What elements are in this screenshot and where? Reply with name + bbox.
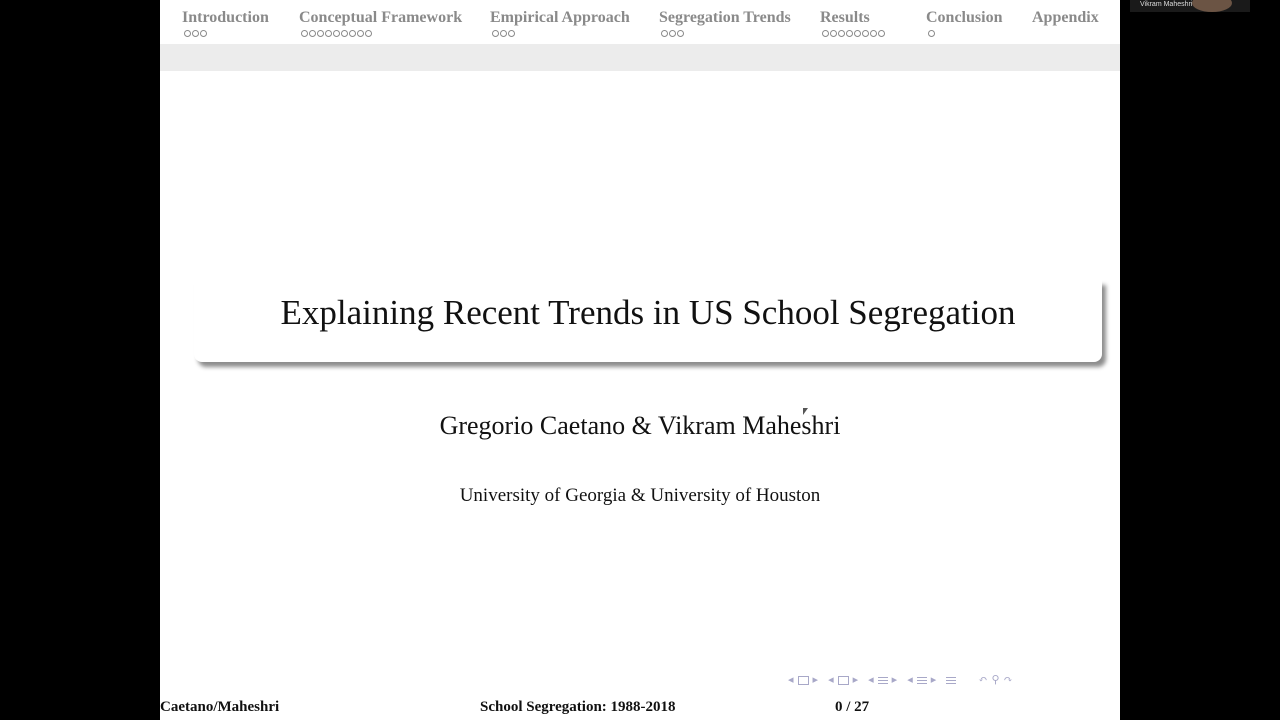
frame-icon[interactable] xyxy=(798,676,809,685)
mouse-cursor-icon xyxy=(803,408,808,415)
arrow-right-icon[interactable]: ▸ xyxy=(930,674,937,686)
undo-icon[interactable]: ↶ xyxy=(978,674,988,686)
frame-dot[interactable] xyxy=(822,30,829,37)
frame-dot[interactable] xyxy=(200,30,207,37)
nav-section-label: Empirical Approach xyxy=(490,9,630,26)
nav-section-dots xyxy=(182,30,269,37)
frame-dot[interactable] xyxy=(928,30,935,37)
frame-dot[interactable] xyxy=(838,30,845,37)
nav-section-label: Segregation Trends xyxy=(659,9,791,26)
nav-section-empirical-approach[interactable] xyxy=(490,8,630,37)
section-icon[interactable] xyxy=(878,677,888,684)
section-navigation-bar xyxy=(160,0,1120,44)
subsection-icon[interactable] xyxy=(838,676,849,685)
nav-section-dots xyxy=(926,30,1002,37)
nav-section-label: Conclusion xyxy=(926,9,1003,26)
frame-dot[interactable] xyxy=(846,30,853,37)
arrow-right-icon[interactable]: ▸ xyxy=(891,674,898,686)
nav-section-introduction[interactable] xyxy=(182,8,269,37)
footer-page-number: 0 / 27 xyxy=(835,699,870,715)
nav-section-dots xyxy=(490,30,630,37)
arrow-left-icon[interactable]: ◂ xyxy=(868,674,874,686)
frame-dot[interactable] xyxy=(677,30,684,37)
nav-section-label: Conceptual Framework xyxy=(299,9,463,26)
frame-dot[interactable] xyxy=(341,30,348,37)
frame-dot[interactable] xyxy=(357,30,364,37)
frame-dot[interactable] xyxy=(669,30,676,37)
nav-section-segregation-trends[interactable] xyxy=(659,8,791,37)
frame-dot[interactable] xyxy=(325,30,332,37)
nav-section-label: Introduction xyxy=(182,9,269,26)
nav-section-dots xyxy=(820,30,885,37)
nav-section-label: Results xyxy=(820,9,870,26)
participant-name: Vikram Maheshri xyxy=(1140,1,1193,8)
frame-dot[interactable] xyxy=(492,30,499,37)
frame-dot[interactable] xyxy=(862,30,869,37)
frame-dot[interactable] xyxy=(508,30,515,37)
presentation-icon[interactable] xyxy=(917,677,927,684)
slide-title: Explaining Recent Trends in US School Segregation xyxy=(280,293,1016,332)
beamer-navigation-controls xyxy=(788,672,1017,688)
nav-section-dots xyxy=(659,30,791,37)
footer-authors: Caetano/Maheshri xyxy=(160,699,280,715)
arrow-left-icon[interactable]: ◂ xyxy=(788,674,794,686)
slide-authors: Gregorio Caetano & Vikram Maheshri xyxy=(439,411,841,440)
frame-dot[interactable] xyxy=(365,30,372,37)
nav-section-conceptual-framework[interactable] xyxy=(299,8,462,37)
frame-dot[interactable] xyxy=(830,30,837,37)
webcam-thumbnail xyxy=(1130,0,1250,12)
frame-dot[interactable] xyxy=(301,30,308,37)
frame-dot[interactable] xyxy=(309,30,316,37)
frame-dot[interactable] xyxy=(184,30,191,37)
header-band xyxy=(160,44,1120,71)
nav-section-appendix[interactable] xyxy=(1032,8,1099,30)
frame-dot[interactable] xyxy=(878,30,885,37)
slide-footer xyxy=(160,697,1120,720)
arrow-left-icon[interactable]: ◂ xyxy=(828,674,834,686)
search-icon[interactable]: ⚲ xyxy=(991,674,1000,686)
arrow-right-icon[interactable]: ▸ xyxy=(852,674,859,686)
frame-dot[interactable] xyxy=(870,30,877,37)
arrow-left-icon[interactable]: ◂ xyxy=(907,674,913,686)
frame-dot[interactable] xyxy=(500,30,507,37)
align-icon[interactable] xyxy=(946,677,956,684)
frame-dot[interactable] xyxy=(192,30,199,37)
title-box xyxy=(194,280,1102,362)
nav-section-label: Appendix xyxy=(1032,9,1099,26)
redo-icon[interactable]: ↷ xyxy=(1003,674,1013,686)
frame-dot[interactable] xyxy=(854,30,861,37)
nav-section-conclusion[interactable] xyxy=(926,8,1002,37)
frame-dot[interactable] xyxy=(349,30,356,37)
participant-video xyxy=(1192,0,1232,12)
slide-affiliations: University of Georgia & University of Houston xyxy=(459,485,821,506)
frame-dot[interactable] xyxy=(317,30,324,37)
presentation-slide xyxy=(160,0,1120,720)
arrow-right-icon[interactable]: ▸ xyxy=(812,674,819,686)
footer-talk-title: School Segregation: 1988-2018 xyxy=(480,699,676,715)
nav-section-results[interactable] xyxy=(820,8,885,37)
frame-dot[interactable] xyxy=(333,30,340,37)
frame-dot[interactable] xyxy=(661,30,668,37)
nav-section-dots xyxy=(299,30,462,37)
